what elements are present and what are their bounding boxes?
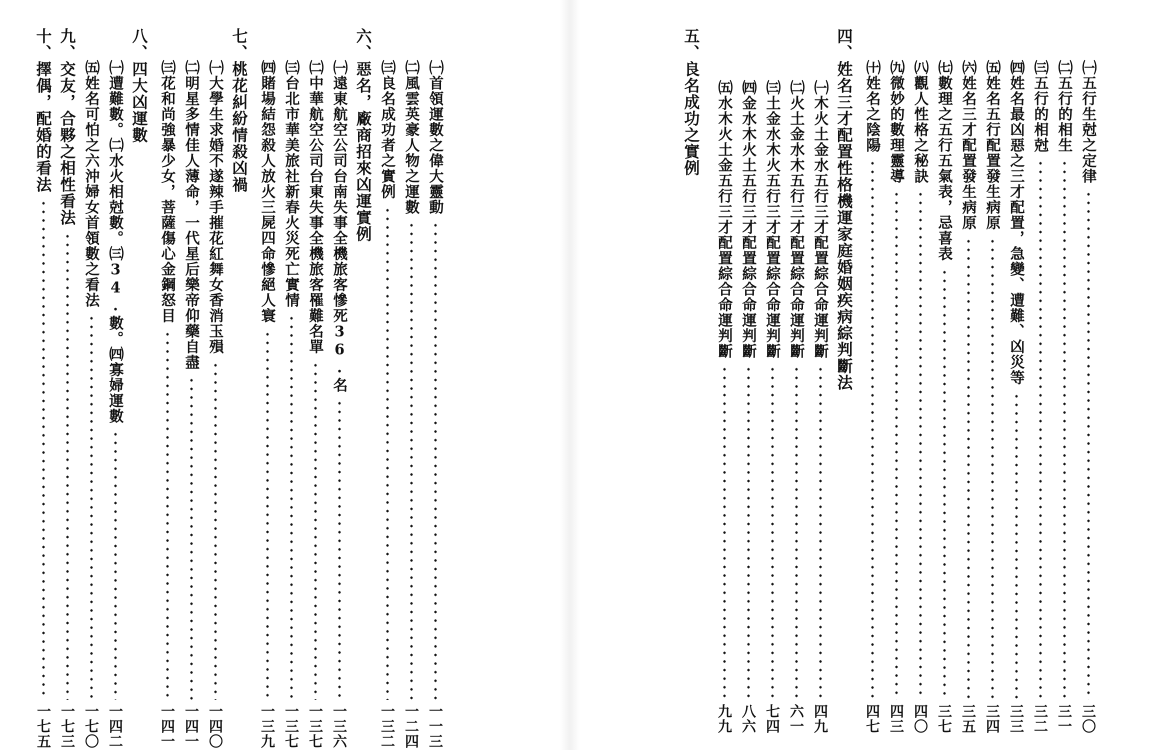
toc-entry-title: ㈧觀人性格之秘訣 <box>912 60 929 184</box>
toc-entry-title: ㈠遠東航空公司台南失事全機旅客慘死36.名 <box>331 60 348 393</box>
toc-entry-page: 四〇 <box>912 704 928 734</box>
toc-entry-title: ㈠首領運數之偉大靈動 <box>427 60 444 215</box>
dot-leader <box>1015 392 1018 701</box>
toc-entry-title: ㈢良名成功者之實例 <box>379 60 396 200</box>
dot-leader <box>871 159 874 700</box>
toc-entry-title: ㈢五行的相尅 <box>1032 60 1049 153</box>
toc-entry[interactable] <box>328 28 350 748</box>
dot-leader <box>747 365 750 700</box>
toc-section-heading[interactable] <box>228 28 250 748</box>
toc-entry-page: 四九 <box>812 704 828 734</box>
toc-entry-page: 三七 <box>936 704 952 734</box>
dot-leader <box>338 399 341 700</box>
toc-entry-title: ㈡明星多情佳人薄命，一代星后樂帝仰藥自盡 <box>183 60 200 370</box>
dot-leader <box>1063 159 1066 700</box>
toc-entry-page: 一三二 <box>379 704 395 749</box>
toc-entry-page: 三三 <box>1008 704 1024 734</box>
toc-entry[interactable] <box>280 28 302 748</box>
toc-entry[interactable] <box>1005 28 1027 748</box>
toc-entry-page: 四三 <box>888 704 904 734</box>
toc-entry-page: 三一 <box>1056 704 1072 734</box>
dot-leader <box>434 221 437 700</box>
toc-entry[interactable] <box>861 28 883 748</box>
toc-entry[interactable] <box>809 28 831 748</box>
toc-page-left <box>0 0 560 750</box>
toc-entry-page: 一四一 <box>159 704 175 749</box>
toc-entry-title: ㈢花和尚強暴少女，菩薩傷心金鋼怒目 <box>159 60 176 324</box>
dot-leader <box>214 361 217 701</box>
dot-leader <box>1039 159 1042 700</box>
toc-entry[interactable] <box>156 28 178 748</box>
dot-leader <box>1087 190 1090 700</box>
dot-leader <box>290 314 293 700</box>
toc-entry-title: ㈢台北市華美旅社新春火災死亡實情 <box>283 60 300 308</box>
toc-entry[interactable] <box>80 28 102 748</box>
toc-section-heading[interactable] <box>128 28 150 748</box>
dot-leader <box>410 221 413 700</box>
toc-entry-title: ㈤姓名五行配置發生病原 <box>984 60 1001 231</box>
toc-entry-page: 三〇 <box>1080 704 1096 734</box>
toc-entry-title: ㈣賭場結怨殺人放火三屍四命慘絕人寰 <box>259 60 276 324</box>
toc-entry-page: 一四〇 <box>207 704 223 749</box>
toc-entry[interactable] <box>56 28 78 748</box>
toc-entry-title: ㈤姓名可怕之六沖婦女首領數之看法 <box>83 60 100 308</box>
dot-leader <box>723 365 726 700</box>
dot-leader <box>114 430 117 700</box>
dot-leader <box>967 237 970 701</box>
toc-entry-page: 一七五 <box>35 704 51 749</box>
toc-entry-title: ㈡五行的相生 <box>1056 60 1073 153</box>
toc-entry-title: ㈨微妙的數理靈導 <box>888 60 905 184</box>
toc-entry-page: 四七 <box>864 704 880 734</box>
dot-leader <box>991 237 994 701</box>
toc-entry-title: 八、四大凶運數 <box>130 28 149 144</box>
dot-leader <box>190 376 193 700</box>
toc-entry[interactable] <box>204 28 226 748</box>
toc-entry[interactable] <box>785 28 807 748</box>
toc-entry[interactable] <box>957 28 979 748</box>
dot-leader <box>943 268 946 701</box>
toc-entry[interactable] <box>713 28 735 748</box>
toc-entry-page: 一二四 <box>403 704 419 749</box>
toc-entry-title: ㈠五行生尅之定律 <box>1080 60 1097 184</box>
toc-entry-title: ㈠遭難數。㈡水火相尅數。㈢34.數。㈣寡婦運數 <box>107 60 124 424</box>
toc-entry[interactable] <box>376 28 398 748</box>
toc-entry-page: 九九 <box>716 704 732 734</box>
dot-leader <box>42 199 45 700</box>
dot-leader <box>819 365 822 700</box>
toc-entry-page: 六一 <box>788 704 804 734</box>
toc-entry-title: 六、惡名，廠商招來凶運實例 <box>354 28 373 243</box>
toc-entry-page: 一三六 <box>331 704 347 749</box>
toc-entry[interactable] <box>737 28 759 748</box>
dot-leader <box>166 330 169 701</box>
toc-entry-title: ㈥姓名三才配置發生病原 <box>960 60 977 231</box>
toc-entry[interactable] <box>1029 28 1051 748</box>
toc-entry[interactable] <box>180 28 202 748</box>
toc-entry[interactable] <box>304 28 326 748</box>
toc-entry[interactable] <box>1053 28 1075 748</box>
toc-entry-page: 一四一 <box>183 704 199 749</box>
toc-entry-page: 三二 <box>1032 704 1048 734</box>
toc-entry[interactable] <box>256 28 278 748</box>
toc-entry-title: 十、擇偶，配婚的看法 <box>34 28 53 193</box>
toc-entry-page: 三五 <box>960 704 976 734</box>
toc-entry[interactable] <box>400 28 422 748</box>
dot-leader <box>266 330 269 701</box>
toc-entry-title: 五、良名成功之實例 <box>682 28 701 177</box>
toc-entry-title: ㈠大學生求婚不遂辣手摧花紅舞女香消玉殞 <box>207 60 224 355</box>
toc-entry-title: ㈢土金水木火五行三才配置綜合命運判斷 <box>764 80 781 359</box>
toc-entry-page: 一三九 <box>259 704 275 749</box>
dot-leader <box>66 232 69 700</box>
toc-entry[interactable] <box>933 28 955 748</box>
toc-entry[interactable] <box>885 28 907 748</box>
toc-entry-title: ㈩姓名之陰陽 <box>864 60 881 153</box>
toc-entry-page: 一三七 <box>307 704 323 749</box>
toc-entry-title: 九、交友，合夥之相性看法 <box>58 28 77 226</box>
toc-entry-title: ㈠木火土金水五行三才配置綜合命運判斷 <box>812 80 829 359</box>
toc-entry-title: ㈡火土金水木五行三才配置綜合命運判斷 <box>788 80 805 359</box>
dot-leader <box>386 206 389 701</box>
dot-leader <box>795 365 798 700</box>
dot-leader <box>90 314 93 700</box>
toc-entry-page: 一一三 <box>427 704 443 749</box>
toc-entry-title: ㈤水木火土金五行三才配置綜合命運判斷 <box>716 80 733 359</box>
toc-entry[interactable] <box>981 28 1003 748</box>
toc-entry[interactable] <box>1077 28 1099 748</box>
toc-entry-page: 一三七 <box>283 704 299 749</box>
toc-entry-page: 一七〇 <box>83 704 99 749</box>
toc-page-right <box>580 0 1157 750</box>
toc-entry-title: 七、桃花糾紛情殺凶禍 <box>230 28 249 193</box>
book-gutter <box>560 0 580 750</box>
toc-entry[interactable] <box>909 28 931 748</box>
toc-entry[interactable] <box>424 28 446 748</box>
toc-section-heading[interactable] <box>352 28 374 748</box>
toc-entry-title: 四、姓名三才配置性格機運家庭婚姻疾病綜判斷法 <box>835 28 854 391</box>
toc-entry[interactable] <box>104 28 126 748</box>
toc-entry-title: ㈣姓名最凶惡之三才配置，急變、遭難、凶災等 <box>1008 60 1025 386</box>
toc-section-heading[interactable] <box>680 28 702 748</box>
toc-entry[interactable] <box>32 28 54 748</box>
dot-leader <box>314 361 317 701</box>
dot-leader <box>895 190 898 700</box>
toc-entry-title: ㈣金水木火土五行三才配置綜合命運判斷 <box>740 80 757 359</box>
toc-entry-title: ㈦數理之五行五氣表，忌喜表 <box>936 60 953 262</box>
dot-leader <box>919 190 922 700</box>
toc-entry[interactable] <box>761 28 783 748</box>
toc-entry-page: 八六 <box>740 704 756 734</box>
dot-leader <box>771 365 774 700</box>
toc-entry-page: 一四二 <box>107 704 123 749</box>
toc-entry-page: 七四 <box>764 704 780 734</box>
toc-entry-page: 三四 <box>984 704 1000 734</box>
toc-entry-title: ㈡中華航空公司台東失事全機旅客罹難名單 <box>307 60 324 355</box>
toc-section-heading[interactable] <box>833 28 855 748</box>
toc-entry-page: 一七三 <box>59 704 75 749</box>
toc-entry-title: ㈡風雲英豪人物之運數 <box>403 60 420 215</box>
